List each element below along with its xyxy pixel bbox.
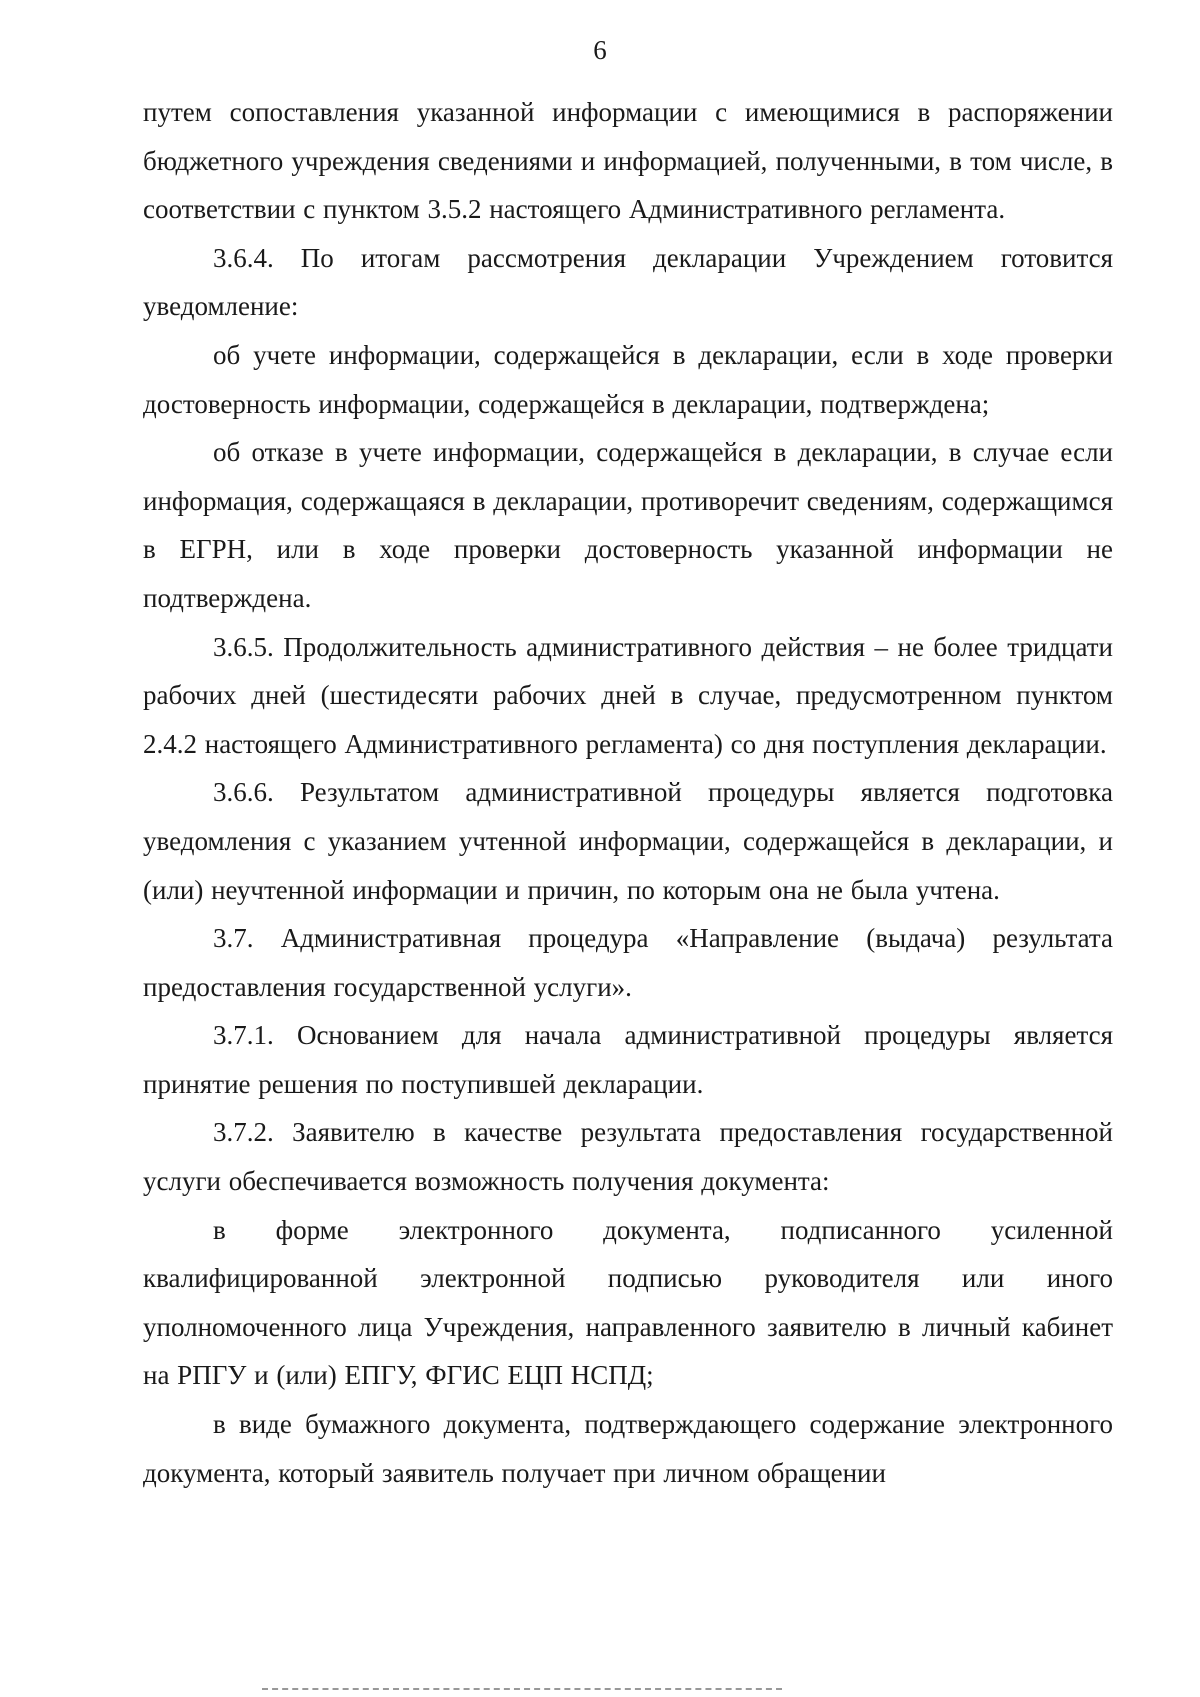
paragraph-continuation: путем сопоставления указанной информации с имеющимися в распоряжении бюджетного учреждения сведениями и информацией, полученными, в том числе, в соответствии с пунктом 3.5.2 настоящего Административного регламента. [143,97,1113,225]
paragraph-3-6-6: 3.6.6. Результатом административной процедуры является подготовка уведомления с указанием учтенной информации, содержащейся в декларации, и (или) неучтенной информации и причин, по которым она не была учтена. [143,777,1113,905]
document-body [143,88,1113,1497]
paragraph-3-6-4: 3.6.4. По итогам рассмотрения декларации Учреждением готовится уведомление: [143,242,1113,322]
paragraph-paper-document: в виде бумажного документа, подтверждающего содержание электронного документа, который заявитель получает при личном обращении [143,1409,1113,1488]
paragraph-3-7-1: 3.7.1. Основанием для начала административной процедуры является принятие решения по поступившей декларации. [143,1020,1113,1099]
scan-edge-rule [262,1688,782,1691]
paragraph-3-6-5: 3.6.5. Продолжительность административного действия – не более тридцати рабочих дней (шестидесяти рабочих дней в случае, предусмотренном пунктом 2.4.2 настоящего Административного регламента) со дня поступления декларации. [143,631,1113,759]
paragraph-3-7: 3.7. Административная процедура «Направление (выдача) результата предоставления государственной услуги». [143,923,1113,1002]
paragraph-notice-refused: об отказе в учете информации, содержащейся в декларации, в случае если информация, содержащаяся в декларации, противоречит сведениям, содержащимся в ЕГРН, или в ходе проверки достоверность указанной информации не подтверждена. [143,437,1113,613]
page-number: 6 [593,35,607,65]
paragraph-3-7-2: 3.7.2. Заявителю в качестве результата предоставления государственной услуги обеспечивается возможность получения документа: [143,1117,1113,1197]
paragraph-notice-accepted: об учете информации, содержащейся в декларации, если в ходе проверки достоверность информации, содержащейся в декларации, подтверждена; [143,339,1113,419]
paragraph-electronic-document: в форме электронного документа, подписанного усиленной квалифицированной электронной подписью руководителя или иного уполномоченного лица Учреждения, направленного заявителю в личный кабинет на РПГУ и (или) ЕПГУ, ФГИС ЕЦП НСПД; [143,1214,1113,1391]
